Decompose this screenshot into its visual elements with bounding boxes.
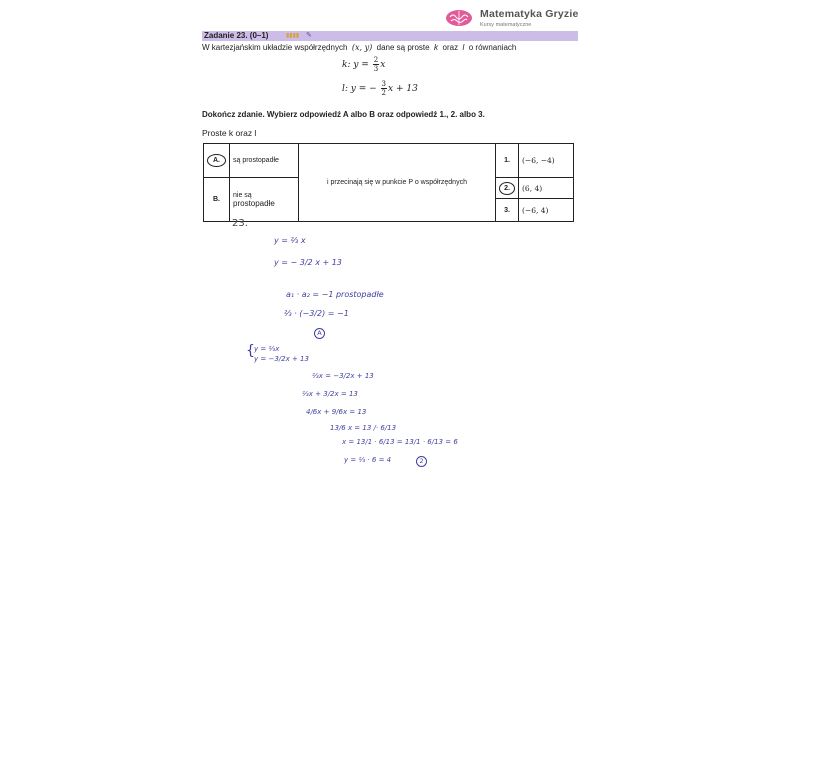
hw-step-2: ⅔x + 3/2x = 13 — [302, 390, 358, 398]
option-2-value[interactable]: (6, 4) — [519, 178, 574, 199]
hw-answer-2-circle: 2 — [416, 456, 427, 467]
task-header-bar — [202, 31, 578, 41]
option-3-value[interactable]: (−6, 4) — [519, 199, 574, 222]
task-instruction: Dokończ zdanie. Wybierz odpowiedź A albo B oraz odpowiedź 1., 2. albo 3. — [202, 110, 485, 119]
hw-line-1: y = ⅔ x — [274, 236, 306, 245]
brain-icon — [444, 8, 474, 28]
exam-page — [200, 0, 580, 780]
eq-k-suffix: x — [380, 60, 386, 70]
option-3-label[interactable]: 3. — [496, 199, 519, 222]
brand-subtitle: Kursy matematyczne — [480, 22, 532, 28]
intro-k: k — [434, 43, 439, 52]
eq-k-fraction — [373, 56, 379, 73]
hw-answer-a — [314, 328, 325, 339]
option-b-text-2: prostopadłe — [233, 198, 275, 208]
hw-line-3: a₁ · a₂ = −1 prostopadłe — [286, 290, 384, 299]
option-b-label[interactable]: B. — [204, 178, 230, 222]
intro-text: W kartezjańskim układzie współrzędnych — [202, 43, 348, 52]
option-1-value[interactable]: (−6, −4) — [519, 144, 574, 178]
equation-l — [342, 80, 418, 97]
eq-k-den: 3 — [373, 65, 379, 73]
eq-l-den: 2 — [381, 89, 387, 97]
answer-middle — [299, 144, 496, 222]
hw-answer-a-circle: A — [314, 328, 325, 339]
eq-l-prefix: l: y = − — [342, 84, 377, 94]
intro-l: l — [462, 43, 465, 52]
hw-step-1: ⅔x = −3/2x + 13 — [312, 372, 374, 380]
eq-l-num: 3 — [381, 80, 387, 88]
hw-step-5: x = 13/1 · 6/13 = 13/1 · 6/13 = 6 — [342, 438, 458, 446]
equation-k — [342, 56, 385, 73]
hw-step-6: y = ⅔ · 6 = 4 — [344, 456, 392, 464]
task-title: Zadanie 23. (0–1) — [204, 31, 269, 40]
brand-title: Matematyka Gryzie — [480, 8, 579, 20]
hw-task-number: 23. — [232, 218, 248, 229]
option-1-label[interactable]: 1. — [496, 144, 519, 178]
eq-k-prefix: k: y = — [342, 60, 369, 70]
hw-system-1: y = ⅔x — [254, 345, 280, 353]
answer-table — [203, 143, 574, 222]
option-b-text[interactable] — [230, 178, 299, 222]
task-intro — [202, 43, 516, 53]
answer-middle-text: i przecinają się w punkcie P o współrzędnych — [327, 179, 467, 186]
option-2-label[interactable] — [496, 178, 519, 199]
hw-brace: { — [246, 343, 255, 359]
option-b-text-1: nie są — [233, 191, 252, 199]
task-lead: Proste k oraz l — [202, 128, 257, 138]
eq-k-num: 2 — [373, 56, 379, 64]
hw-system-2: y = −3/2x + 13 — [254, 355, 309, 363]
selected-circle-2: 2. — [499, 182, 515, 195]
hw-line-2: y = − 3/2 x + 13 — [274, 258, 342, 267]
intro-text-c: oraz — [442, 43, 459, 52]
brand-logo — [444, 6, 604, 32]
eq-l-suffix: x + 13 — [388, 84, 418, 94]
pencil-icon: ✎ — [306, 32, 312, 39]
eq-l-fraction — [381, 80, 387, 97]
selected-circle: A. — [207, 154, 226, 167]
intro-xy: (x, y) — [351, 43, 373, 52]
difficulty-icon: ▮▮▮▮ — [286, 33, 300, 39]
hw-answer-2 — [416, 456, 427, 467]
option-a-text[interactable]: są prostopadłe — [230, 144, 299, 178]
hw-line-4: ⅔ · (−3/2) = −1 — [284, 309, 349, 318]
intro-text-d: o równaniach — [468, 43, 517, 52]
hw-step-4: 13/6 x = 13 /· 6/13 — [330, 424, 397, 432]
option-a-label[interactable] — [204, 144, 230, 178]
intro-text-b: dane są proste — [376, 43, 430, 52]
hw-step-3: 4/6x + 9/6x = 13 — [306, 408, 367, 416]
